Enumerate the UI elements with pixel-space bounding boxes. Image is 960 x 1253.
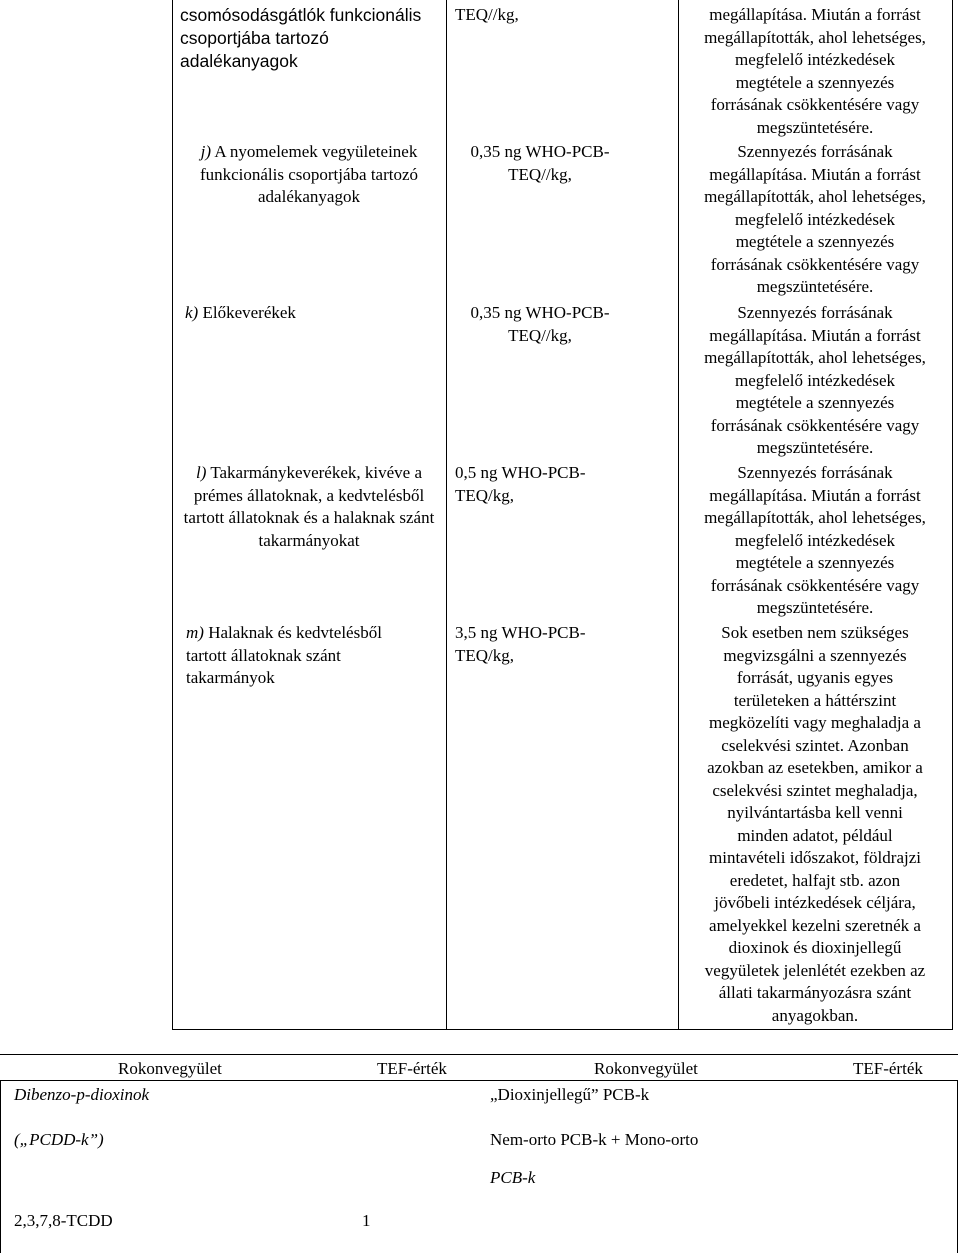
note-line: megállapították, ahol lehetséges, xyxy=(704,27,926,47)
note-line: megállapítása. Miután a forrást xyxy=(709,5,921,24)
note-line: amelyekkel kezelni szeretnék a xyxy=(709,915,921,935)
note-line: jövőbeli intézkedések céljára, xyxy=(714,893,916,912)
row-j-limit: 0,35 ng WHO-PCB-TEQ//kg, xyxy=(470,142,610,184)
row-k-prefix: k) xyxy=(185,303,199,322)
note-line: forrásának csökkentésére vagy xyxy=(710,254,920,274)
row1-limit: TEQ//kg, xyxy=(455,5,519,24)
note-line: anyagokban. xyxy=(771,1005,859,1025)
note-line: területeken a háttérszint xyxy=(733,690,897,710)
note-line: megállapították, ahol lehetséges, xyxy=(704,187,926,206)
note-line: Szennyezés forrásának xyxy=(737,463,893,482)
note-line: eredetet, halfajt stb. azon xyxy=(729,870,901,890)
note-line: vegyületek jelenlétét ezekben az xyxy=(704,960,926,980)
tef-header-compound-1: Rokonvegyület xyxy=(118,1059,222,1078)
note-line: dioxinok és dioxinjellegű xyxy=(728,938,902,957)
note-line: megtétele a szennyezés xyxy=(735,72,895,92)
note-line: megfelelő intézkedések xyxy=(734,530,895,550)
note-line: megvizsgálni a szennyezés xyxy=(723,645,907,665)
row-l-limit: 0,5 ng WHO-PCB-TEQ/kg, xyxy=(455,463,586,505)
row-m-category xyxy=(182,622,422,690)
note-line: forrásának csökkentésére vagy xyxy=(710,415,920,435)
row-l-text: Takarmánykeverékek, kivéve a prémes állatoknak, a kedvtelésből tartott állatoknak és a halaknak szánt takarmányokat xyxy=(183,463,435,550)
tef-row-compound: 2,3,7,8-TCDD xyxy=(14,1211,113,1230)
row-m-note xyxy=(686,622,944,1027)
note-line: megállapítása. Miután a forrást xyxy=(709,325,921,345)
row-m-text: Halaknak és kedvtelésből tartott állatoknak szánt takarmányok xyxy=(186,623,382,687)
note-line: megállapítása. Miután a forrást xyxy=(709,485,921,505)
note-line: mintavételi időszakot, földrajzi xyxy=(709,848,921,867)
tef-left-group: Dibenzo-p-dioxinok xyxy=(14,1085,150,1104)
row-j-note xyxy=(686,141,944,299)
note-line: megszüntetésére. xyxy=(756,277,874,296)
note-line: megtétele a szennyezés xyxy=(735,553,895,572)
note-line: nyilvántartásba kell venni xyxy=(727,803,903,822)
note-line: megállapították, ahol lehetséges, xyxy=(704,348,926,367)
row1-category: csomósodásgátlók funkcionális csoportjába tartozó adalékanyagok xyxy=(180,5,422,71)
note-line: megtétele a szennyezés xyxy=(735,232,895,251)
tef-table-left-border xyxy=(0,1080,1,1253)
note-line: forrásának csökkentésére vagy xyxy=(710,575,920,595)
note-line: megszüntetésére. xyxy=(756,598,874,617)
tef-header-tef-2: TEF-érték xyxy=(853,1059,923,1078)
note-line: Szennyezés forrásának xyxy=(737,142,893,161)
tef-left-group-abbr: („PCDD-k”) xyxy=(14,1130,104,1149)
tef-header-bottom-border xyxy=(0,1080,958,1081)
row1-note xyxy=(686,4,944,139)
row-m-limit: 3,5 ng WHO-PCB-TEQ/kg, xyxy=(455,623,586,665)
note-line: Sok esetben nem szükséges xyxy=(721,623,909,642)
row-k-limit: 0,35 ng WHO-PCB-TEQ//kg, xyxy=(470,303,610,345)
note-line: állati takarmányozásra szánt xyxy=(718,983,912,1002)
tef-right-subgroup-cont: PCB-k xyxy=(490,1168,536,1187)
tef-table-right-border xyxy=(957,1080,958,1253)
note-line: forrásának csökkentésére vagy xyxy=(710,95,920,114)
tef-header-tef-1: TEF-érték xyxy=(377,1059,447,1078)
row-k-text: Előkeverékek xyxy=(198,303,296,322)
note-line: megfelelő intézkedések xyxy=(734,209,895,229)
tef-right-subgroup: Nem-orto PCB-k + Mono-orto xyxy=(490,1130,699,1149)
note-line: megállapítása. Miután a forrást xyxy=(709,164,921,184)
note-line: megszüntetésére. xyxy=(756,117,874,137)
table-border-right xyxy=(952,0,953,1030)
note-line: megközelíti vagy meghaladja a xyxy=(709,713,921,732)
note-line: megfelelő intézkedések xyxy=(734,50,895,69)
note-line: megszüntetésére. xyxy=(756,438,874,457)
note-line: minden adatot, például xyxy=(737,825,893,845)
row-m-prefix: m) xyxy=(186,623,204,642)
tef-row-value: 1 xyxy=(362,1211,371,1230)
row-k-category xyxy=(185,302,443,325)
tef-right-group: „Dioxinjellegű” PCB-k xyxy=(490,1085,650,1104)
table-divider-2 xyxy=(678,0,679,1030)
row-j-category xyxy=(180,141,438,209)
row-k-note xyxy=(686,302,944,460)
note-line: forrását, ugyanis egyes xyxy=(736,668,894,687)
row-j-text: A nyomelemek vegyületeinek funkcionális csoportjába tartozó adalékanyagok xyxy=(199,142,419,206)
note-line: Szennyezés forrásának xyxy=(737,303,893,322)
table-border-left xyxy=(172,0,173,1030)
note-line: megtétele a szennyezés xyxy=(735,393,895,412)
note-line: megállapították, ahol lehetséges, xyxy=(704,508,926,527)
tef-header-compound-2: Rokonvegyület xyxy=(594,1059,698,1078)
table-divider-1 xyxy=(446,0,447,1030)
row-l-category xyxy=(180,462,438,552)
row-j-prefix: j) xyxy=(200,142,212,161)
row-l-note xyxy=(686,462,944,620)
table-border-bottom xyxy=(172,1029,953,1030)
row-l-prefix: l) xyxy=(195,463,207,482)
tef-table-top-border xyxy=(0,1054,958,1055)
note-line: cselekvési szintet meghaladja, xyxy=(712,780,918,800)
note-line: megfelelő intézkedések xyxy=(734,370,895,390)
note-line: azokban az esetekben, amikor a xyxy=(707,758,923,777)
note-line: cselekvési szintet. Azonban xyxy=(721,735,909,755)
